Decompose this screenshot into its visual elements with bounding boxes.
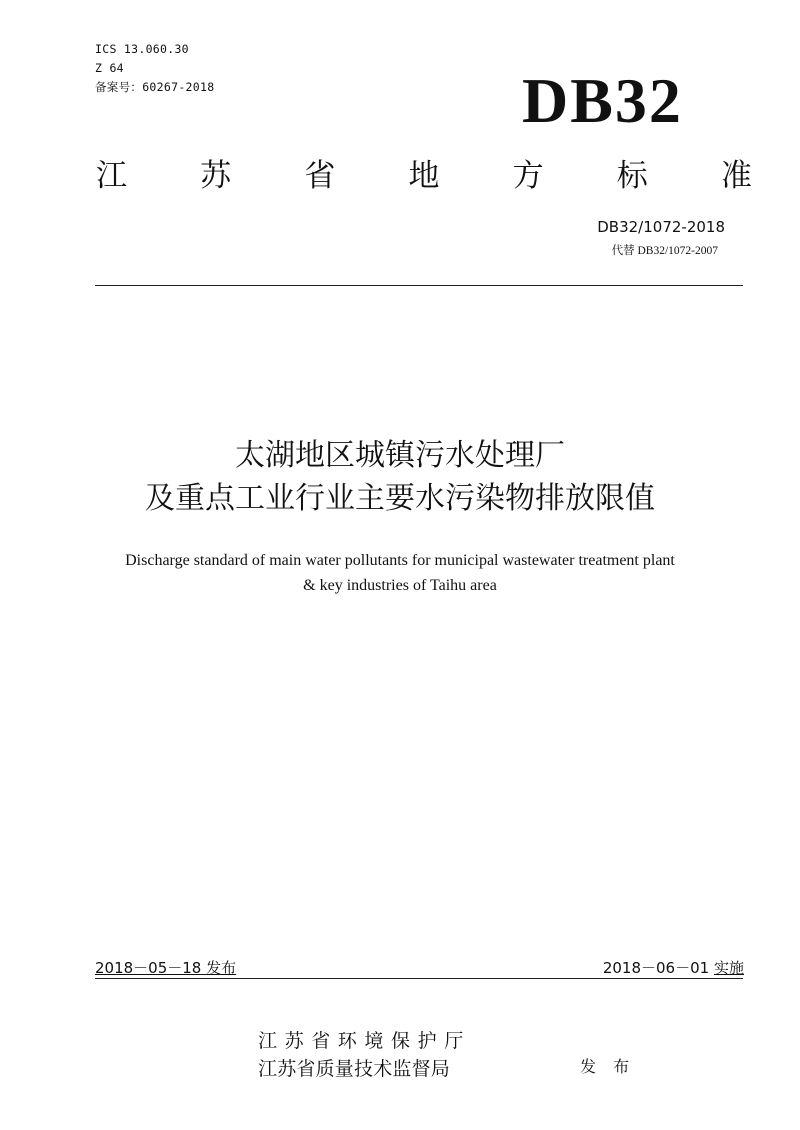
title-line-1: 太湖地区城镇污水处理厂 [235, 438, 565, 473]
standard-code: DB32 [522, 65, 683, 136]
english-title-line-1: Discharge standard of main water pollutants for municipal wastewater treatment plant [125, 552, 675, 569]
implement-date: 2018－06－01 [602, 959, 710, 977]
issuer-quality-bureau: 江苏省质量技术监督局 [258, 1058, 451, 1080]
issue-date-block [95, 957, 236, 979]
standard-type-char: 苏 [200, 158, 232, 194]
publish-label: 发 布 [580, 1057, 636, 1076]
footer-divider [95, 978, 743, 979]
issuer-environment-dept: 江苏省环境保护厅 [258, 1030, 471, 1052]
standard-type-title [96, 152, 752, 200]
issue-label: 发布 [206, 959, 237, 977]
standard-number: DB32/1072-2018 [597, 218, 725, 236]
standard-type-char: 标 [616, 158, 648, 194]
document-title [60, 434, 740, 520]
category-code: Z 64 [95, 61, 124, 75]
metadata-block [95, 40, 214, 97]
standard-type-char: 方 [512, 158, 544, 194]
implement-label: 实施 [713, 959, 744, 977]
title-line-2: 及重点工业行业主要水污染物排放限值 [145, 481, 655, 516]
record-number: 备案号：60267-2018 [95, 80, 215, 94]
replaces-standard: 代替 DB32/1072-2007 [611, 245, 718, 257]
english-title [40, 548, 760, 598]
issuing-authorities [258, 1027, 471, 1083]
header-divider [95, 285, 743, 286]
ics-code: ICS 13.060.30 [95, 42, 189, 56]
standard-type-char: 准 [720, 158, 752, 194]
standard-type-char: 江 [96, 158, 127, 194]
issue-date: 2018－05－18 [95, 959, 202, 977]
english-title-line-2: & key industries of Taihu area [303, 577, 497, 594]
standard-type-char: 地 [408, 158, 440, 194]
implement-date-block [520, 957, 744, 979]
standard-type-char: 省 [304, 158, 336, 194]
